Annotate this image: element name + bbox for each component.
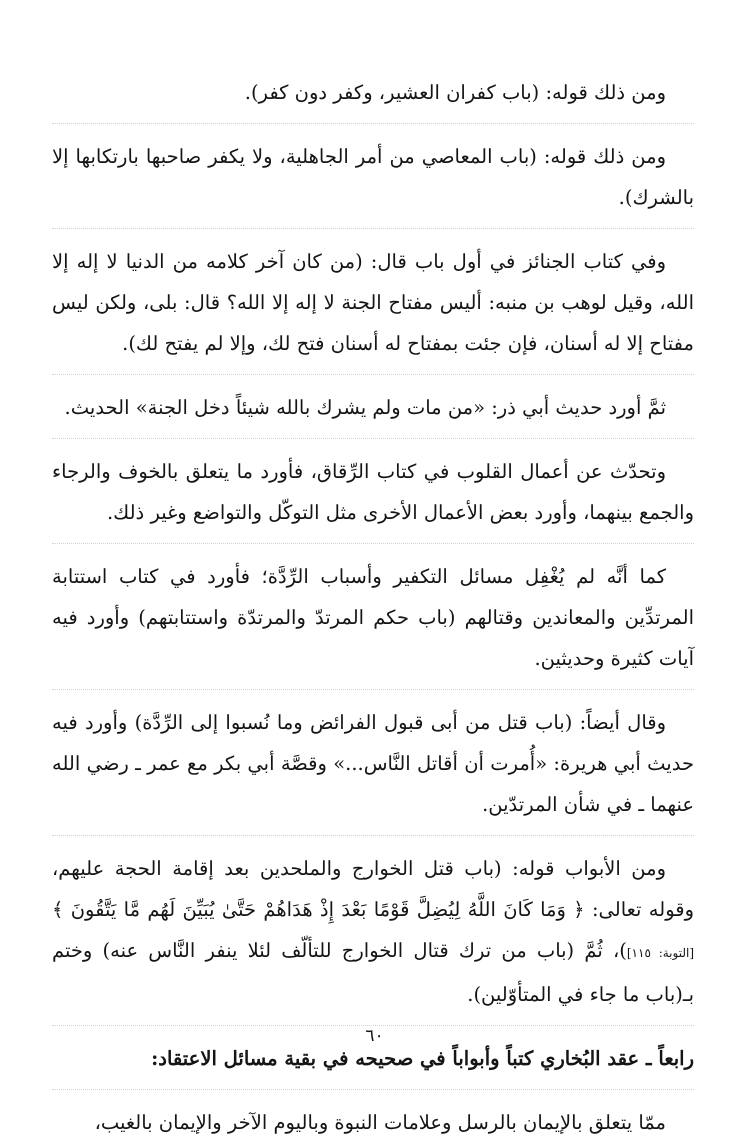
paragraph-faraid: وقال أيضاً: (باب قتل من أبى قبول الفرائض وما نُسبوا إلى الرِّدَّة) وأورد فيه حديث أبي هريرة: «أُمرت أن أقاتل النَّاس...» وقصَّة أبي بكر مع عمر ـ رضي الله عنهما ـ في شأن المرتدّين. xyxy=(52,711,694,816)
paragraph-separator xyxy=(52,543,694,544)
paragraph-separator xyxy=(52,835,694,836)
quran-verse: ﴿ وَمَا كَانَ اللَّهُ لِيُضِلَّ قَوْمًا بَعْدَ إِذْ هَدَاهُمْ حَتَّىٰ يُبَيِّنَ لَهُم مَّا يَتَّقُونَ ﴾ xyxy=(52,898,585,921)
verse-reference: [التوبة: ١١٥] xyxy=(626,946,695,960)
paragraph-janaiz: وفي كتاب الجنائز في أول باب قال: (من كان آخر كلامه من الدنيا لا إله إلا الله، وقيل لوهب بن منبه: أليس مفتاح الجنة لا إله إلا الله؟ قال: بلى، ولكن ليس مفتاح إلا له أسنان، فإن جئت بمفتاح له أسنان فتح لك، وإلا لم يفتح لك). xyxy=(52,250,694,355)
paragraph-takfir: كما أنَّه لم يُغْفِل مسائل التكفير وأسباب الرِّدَّة؛ فأورد في كتاب استتابة المرتدِّين والمعاندين وقتالهم (باب حكم المرتدّ والمرتدّة واستتابتهم) وأورد فيه آيات كثيرة وحديثين. xyxy=(52,565,694,670)
paragraph-separator xyxy=(52,438,694,439)
paragraph-separator xyxy=(52,374,694,375)
paragraph-abu-dharr: ثمَّ أورد حديث أبي ذر: «من مات ولم يشرك بالله شيئاً دخل الجنة» الحديث. xyxy=(64,396,666,419)
paragraph-separator xyxy=(52,689,694,690)
paragraph-riqaq: وتحدّث عن أعمال القلوب في كتاب الرِّقاق، فأورد ما يتعلق بالخوف والرجاء والجمع بينهما، وأورد بعض الأعمال الأخرى مثل التوكّل والتواضع وغير ذلك. xyxy=(52,460,694,524)
paragraph-rusul: ممّا يتعلق بالإيمان بالرسل وعلامات النبوة وباليوم الآخر والإيمان بالغيب، xyxy=(94,1111,666,1134)
paragraph-khawarij xyxy=(52,848,694,1015)
page-body xyxy=(52,72,694,1143)
page-number: ٦٠ xyxy=(365,1026,384,1046)
section-heading: رابعاً ـ عقد البُخاري كتباً وأبواباً في صحيحه في بقية مسائل الاعتقاد: xyxy=(151,1047,694,1070)
khawarij-text-before: ومن الأبواب قوله: (باب قتل الخوارج والملحدين بعد إقامة الحجة عليهم، وقوله تعالى: xyxy=(52,857,695,921)
paragraph-separator xyxy=(52,1089,694,1090)
paragraph-separator xyxy=(52,228,694,229)
paragraph-kufran: ومن ذلك قوله: (باب كفران العشير، وكفر دون كفر). xyxy=(244,81,666,104)
paragraph-maasi: ومن ذلك قوله: (باب المعاصي من أمر الجاهلية، ولا يكفر صاحبها بارتكابها إلا بالشرك). xyxy=(52,145,694,209)
khawarij-text-after: )، ثُمَّ (باب من ترك قتال الخوارج للتألّف لئلا ينفر النَّاس عنه) وختم بـ(باب ما جاء في المتأوّلين). xyxy=(52,939,694,1006)
paragraph-separator xyxy=(52,123,694,124)
